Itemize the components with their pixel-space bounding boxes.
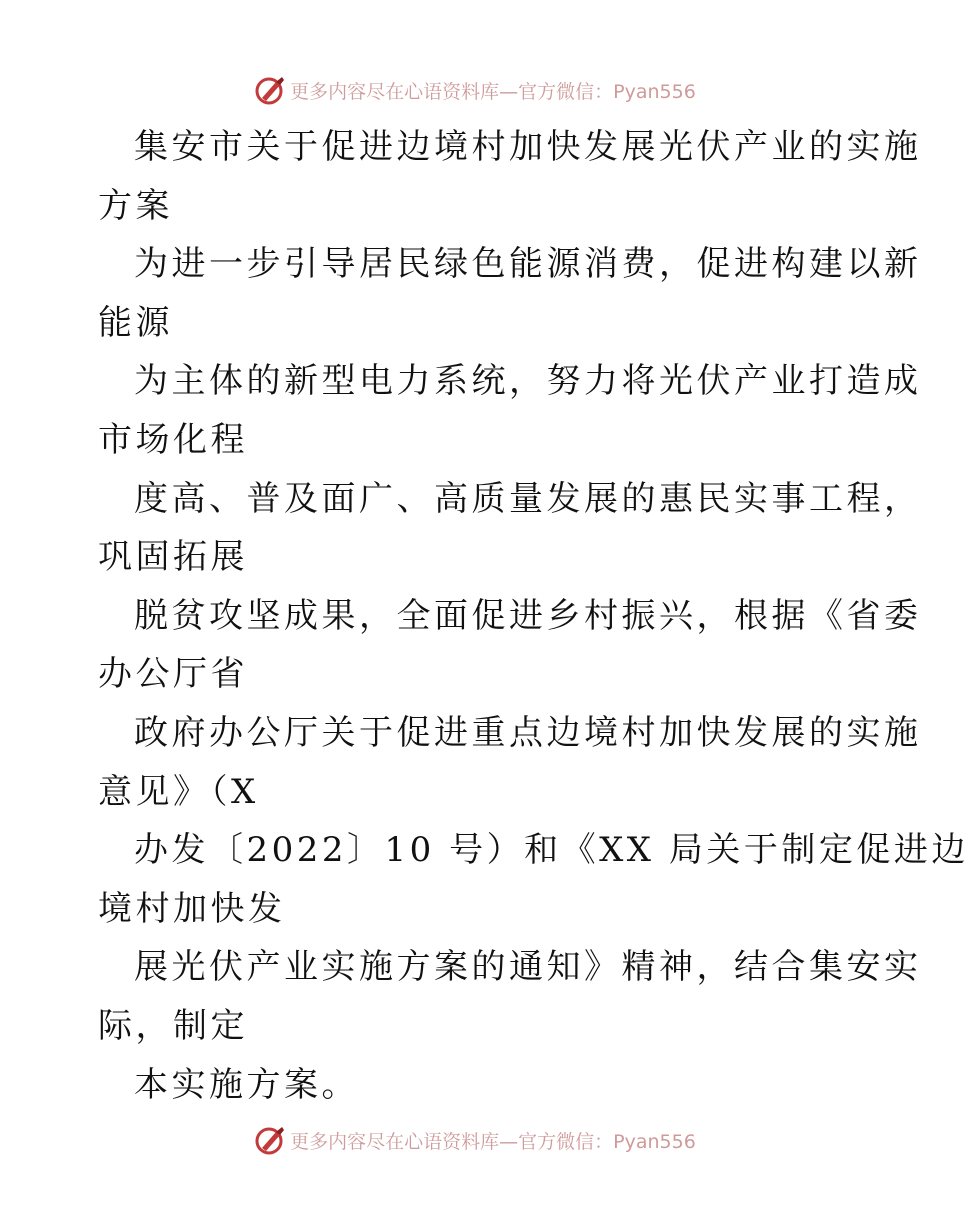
document-line: 境村加快发 (98, 888, 286, 929)
document-line: 脱贫攻坚成果，全面促进乡村振兴，根据《省委 (134, 595, 922, 636)
document-line: 意见》（X (98, 771, 259, 812)
footer-watermark-text: 更多内容尽在心语资料库—官方微信：Pyan556 (290, 1130, 696, 1153)
document-line: 度高、普及面广、高质量发展的惠民实事工程， (134, 478, 922, 519)
document-line: 本实施方案。 (134, 1064, 359, 1105)
footer-watermark (0, 1120, 950, 1160)
document-line: 市场化程 (98, 419, 248, 460)
header-watermark-text: 更多内容尽在心语资料库—官方微信：Pyan556 (290, 80, 696, 103)
document-line: 际，制定 (98, 1005, 248, 1046)
document-line: 集安市关于促进边境村加快发展光伏产业的实施 (134, 127, 922, 167)
document-line: 办公厅省 (98, 654, 248, 695)
pen-seal-icon (254, 74, 286, 106)
document-body (98, 118, 969, 1114)
document-line: 方案 (98, 185, 173, 226)
document-line: 展光伏产业实施方案的通知》精神，结合集安实 (134, 947, 922, 988)
document-line: 政府办公厅关于促进重点边境村加快发展的实施 (134, 712, 922, 753)
document-line: 为主体的新型电力系统，努力将光伏产业打造成 (134, 361, 922, 402)
document-line: 巩固拓展 (98, 537, 248, 578)
document-line: 为进一步引导居民绿色能源消费，促进构建以新 (134, 244, 922, 285)
document-line: 办发〔2022〕10 号）和《XX 局关于制定促进边 (134, 830, 969, 871)
header-watermark (0, 70, 950, 110)
pen-seal-icon (254, 1124, 286, 1156)
document-line: 能源 (98, 302, 173, 343)
